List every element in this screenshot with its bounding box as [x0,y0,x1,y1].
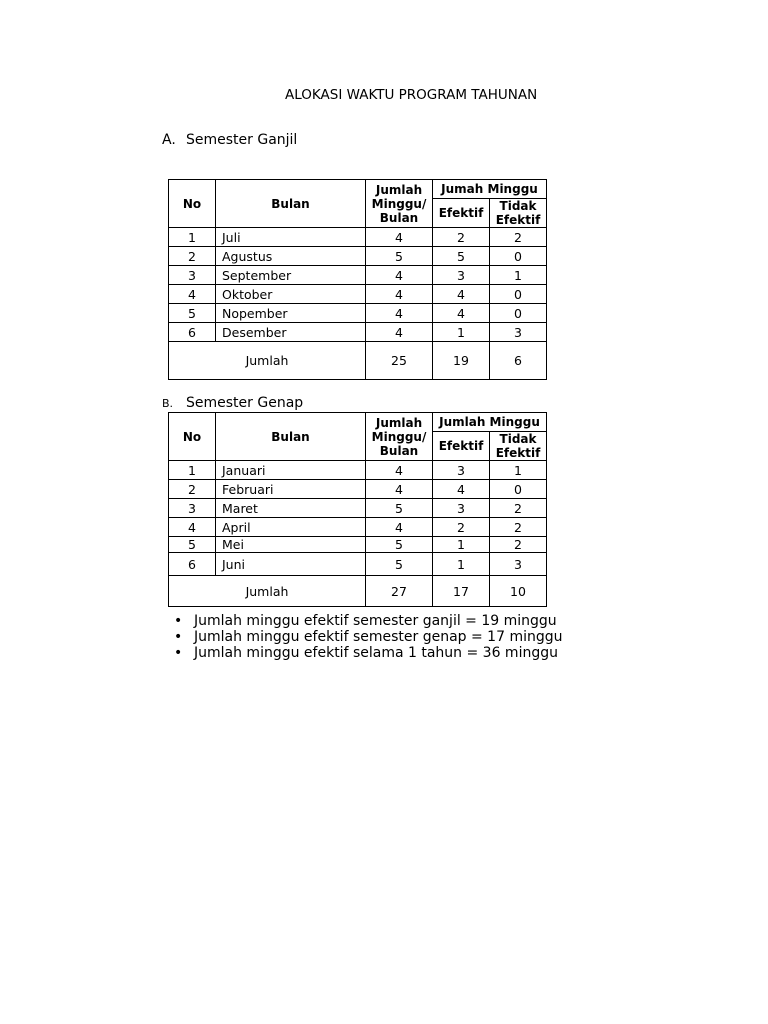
cell-tidak-efektif: 3 [490,553,547,576]
total-jumlah: 25 [366,342,433,380]
cell-no: 4 [169,285,216,304]
cell-jumlah: 4 [366,323,433,342]
cell-efektif: 2 [433,228,490,247]
section-a-label: Semester Ganjil [186,132,298,148]
header-jumlah-minggu-bulan: Jumlah Minggu/ Bulan [366,413,433,461]
table-row [169,228,547,247]
cell-jumlah: 4 [366,266,433,285]
cell-no: 1 [169,228,216,247]
cell-bulan: Oktober [216,285,366,304]
header-efektif: Efektif [433,199,490,228]
header-no: No [169,413,216,461]
cell-jumlah: 4 [366,461,433,480]
total-jumlah: 27 [366,576,433,607]
bullet-icon: • [174,645,183,661]
cell-efektif: 1 [433,537,490,553]
cell-no: 3 [169,266,216,285]
total-efektif: 17 [433,576,490,607]
total-tidak-efektif: 10 [490,576,547,607]
cell-jumlah: 4 [366,285,433,304]
cell-tidak-efektif: 2 [490,499,547,518]
cell-bulan: April [216,518,366,537]
list-item [170,629,563,645]
section-a-letter: A. [162,132,176,148]
table-row [169,304,547,323]
cell-bulan: Mei [216,537,366,553]
semester-ganjil-table [168,179,547,380]
cell-bulan: Januari [216,461,366,480]
cell-tidak-efektif: 3 [490,323,547,342]
cell-tidak-efektif: 2 [490,537,547,553]
table-row [169,461,547,480]
page-title: ALOKASI WAKTU PROGRAM TAHUNAN [285,87,538,103]
cell-jumlah: 4 [366,228,433,247]
total-efektif: 19 [433,342,490,380]
total-label: Jumlah [169,342,366,380]
table-row [169,285,547,304]
cell-tidak-efektif: 1 [490,461,547,480]
cell-bulan: Maret [216,499,366,518]
cell-efektif: 1 [433,553,490,576]
cell-jumlah: 4 [366,518,433,537]
total-tidak-efektif: 6 [490,342,547,380]
header-bulan: Bulan [216,413,366,461]
cell-bulan: Nopember [216,304,366,323]
list-item [170,613,563,629]
cell-efektif: 4 [433,285,490,304]
bullet-icon: • [174,613,183,629]
bullet-icon: • [174,629,183,645]
header-jumlah-minggu-bulan: Jumlah Minggu/ Bulan [366,180,433,228]
cell-tidak-efektif: 0 [490,247,547,266]
total-row [169,342,547,380]
cell-tidak-efektif: 0 [490,285,547,304]
cell-no: 4 [169,518,216,537]
cell-jumlah: 5 [366,499,433,518]
cell-efektif: 3 [433,499,490,518]
cell-no: 1 [169,461,216,480]
total-row [169,576,547,607]
cell-no: 5 [169,537,216,553]
cell-efektif: 2 [433,518,490,537]
list-item-text: Jumlah minggu efektif selama 1 tahun = 36 minggu [194,645,558,661]
section-b-letter: B. [162,397,174,410]
table-row [169,537,547,553]
cell-tidak-efektif: 2 [490,228,547,247]
cell-no: 6 [169,553,216,576]
table-row [169,518,547,537]
table-row [169,266,547,285]
cell-tidak-efektif: 2 [490,518,547,537]
header-bulan: Bulan [216,180,366,228]
cell-no: 3 [169,499,216,518]
cell-jumlah: 5 [366,537,433,553]
cell-efektif: 3 [433,266,490,285]
cell-bulan: Desember [216,323,366,342]
header-tidak-efektif: Tidak Efektif [490,432,547,461]
cell-no: 5 [169,304,216,323]
cell-no: 2 [169,480,216,499]
cell-no: 2 [169,247,216,266]
table-row [169,553,547,576]
cell-tidak-efektif: 0 [490,480,547,499]
cell-efektif: 4 [433,480,490,499]
cell-tidak-efektif: 1 [490,266,547,285]
list-item-text: Jumlah minggu efektif semester genap = 17 minggu [194,629,563,645]
cell-efektif: 4 [433,304,490,323]
table-row [169,499,547,518]
cell-bulan: Agustus [216,247,366,266]
table-row [169,480,547,499]
table-row [169,247,547,266]
section-b-label: Semester Genap [186,395,304,411]
cell-efektif: 3 [433,461,490,480]
header-efektif: Efektif [433,432,490,461]
section-b-heading [162,395,303,411]
table-row [169,323,547,342]
header-jumlah-minggu: Jumlah Minggu [433,413,547,432]
cell-efektif: 5 [433,247,490,266]
semester-genap-table [168,412,547,607]
cell-bulan: September [216,266,366,285]
cell-bulan: Februari [216,480,366,499]
list-item [170,645,563,661]
cell-no: 6 [169,323,216,342]
header-jumah-minggu: Jumah Minggu [433,180,547,199]
summary-list [170,613,563,661]
header-tidak-efektif: Tidak Efektif [490,199,547,228]
total-label: Jumlah [169,576,366,607]
cell-bulan: Juli [216,228,366,247]
cell-jumlah: 4 [366,304,433,323]
cell-jumlah: 5 [366,247,433,266]
cell-jumlah: 4 [366,480,433,499]
cell-tidak-efektif: 0 [490,304,547,323]
cell-jumlah: 5 [366,553,433,576]
cell-bulan: Juni [216,553,366,576]
cell-efektif: 1 [433,323,490,342]
list-item-text: Jumlah minggu efektif semester ganjil = 19 minggu [194,613,557,629]
section-a-heading [162,132,297,148]
header-no: No [169,180,216,228]
